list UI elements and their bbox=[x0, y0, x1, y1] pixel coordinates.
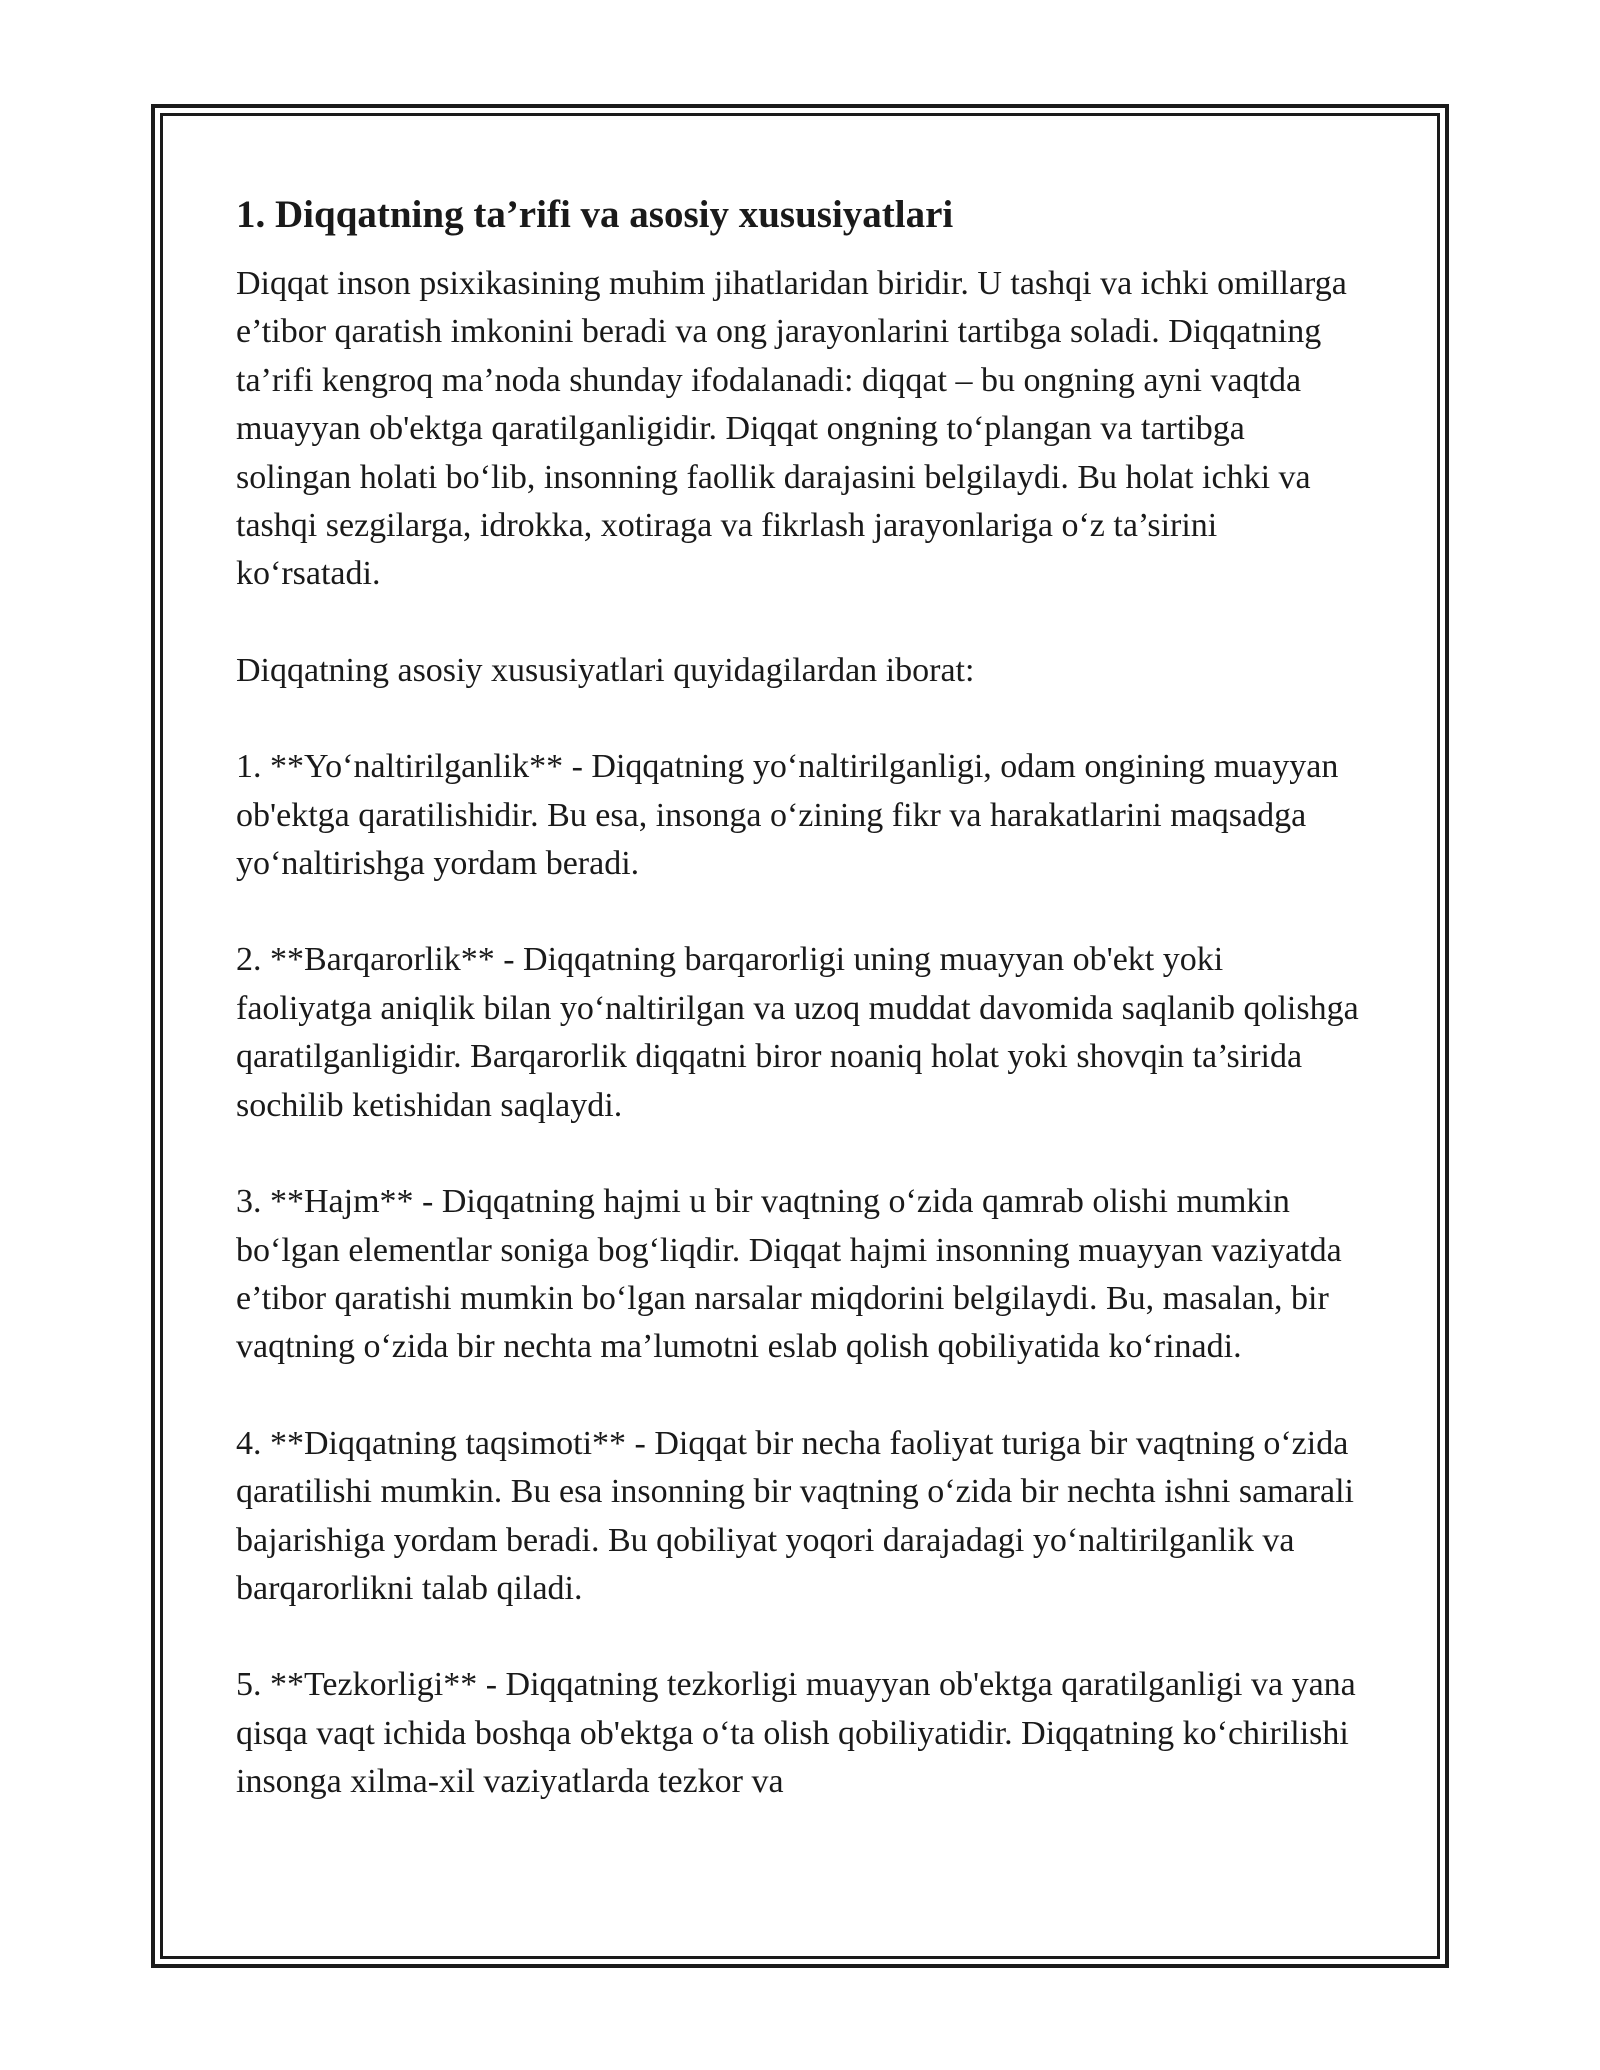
section-heading: 1. Diqqatning ta’rifi va asosiy xususiyatlari bbox=[236, 193, 954, 236]
paragraph-properties-intro: Diqqatning asosiy xususiyatlari quyidagilardan iborat: bbox=[236, 651, 975, 689]
list-item-stability: 2. **Barqarorlik** - Diqqatning barqarorligi uning muayyan ob'ekt yoki faoliyatga aniqlik bilan yo‘naltirilgan va uzoq muddat davomida saqlanib qolishga qaratilganligidir. Barqarorlik diqqatni biror noaniq holat yoki shovqin ta’sirida sochilib ketishidan saqlaydi. bbox=[236, 941, 1359, 1124]
paragraph-definition: Diqqat inson psixikasining muhim jihatlaridan biridir. U tashqi va ichki omillarga e’tibor qaratish imkonini beradi va ong jarayonlarini tartibga soladi. Diqqatning ta’rifi kengroq ma’noda shunday ifodalanadi: diqqat – bu ongning ayni vaqtda muayyan ob'ektga qaratilganligidir. Diqqat ongning to‘plangan va tartibga solingan holati bo‘lib, insonning faollik darajasini belgilaydi. Bu holat ichki va tashqi sezgilarga, idrokka, xotiraga va fikrlash jarayonlariga o‘z ta’sirini ko‘rsatadi. bbox=[236, 265, 1347, 593]
document-body bbox=[236, 188, 1366, 1807]
list-item-distribution: 4. **Diqqatning taqsimoti** - Diqqat bir necha faoliyat turiga bir vaqtning o‘zida qaratilishi mumkin. Bu esa insonning bir vaqtning o‘zida bir nechta ishni samarali bajarishiga yordam beradi. Bu qobiliyat yoqori darajadagi yo‘naltirilganlik va barqarorlikni talab qiladi. bbox=[236, 1424, 1354, 1607]
list-item-focus: 1. **Yo‘naltirilganlik** - Diqqatning yo‘naltirilganligi, odam ongining muayyan ob'ektga qaratilishidir. Bu esa, insonga o‘zining fikr va harakatlarini maqsadga yo‘naltirishga yordam beradi. bbox=[236, 748, 1339, 883]
list-item-volume: 3. **Hajm** - Diqqatning hajmi u bir vaqtning o‘zida qamrab olishi mumkin bo‘lgan elementlar soniga bog‘liqdir. Diqqat hajmi insonning muayyan vaziyatda e’tibor qaratishi mumkin bo‘lgan narsalar miqdorini belgilaydi. Bu, masalan, bir vaqtning o‘zida bir nechta ma’lumotni eslab qolish qobiliyatida ko‘rinadi. bbox=[236, 1183, 1342, 1366]
list-item-speed: 5. **Tezkorligi** - Diqqatning tezkorligi muayyan ob'ektga qaratilganligi va yana qisqa vaqt ichida boshqa ob'ektga o‘ta olish qobiliyatidir. Diqqatning ko‘chirilishi insonga xilma-xil vaziyatlarda tezkor va bbox=[236, 1666, 1356, 1801]
